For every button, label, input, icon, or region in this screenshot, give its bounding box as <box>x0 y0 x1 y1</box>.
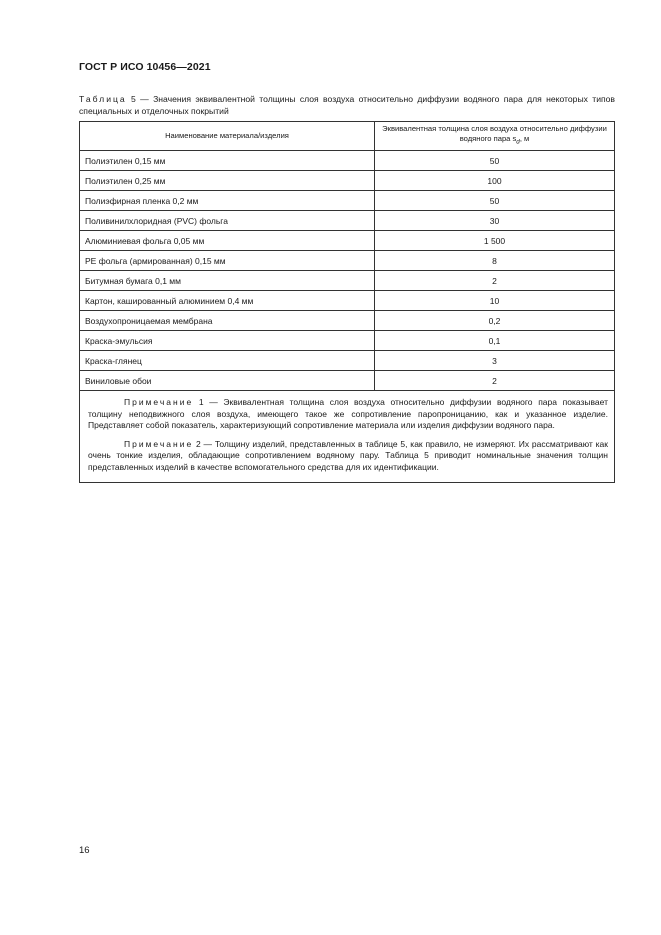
table-row <box>80 231 615 251</box>
material-name-cell: Краска-эмульсия <box>80 331 375 351</box>
table-row <box>80 211 615 231</box>
material-name-cell: Поливинилхлоридная (PVC) фольга <box>80 211 375 231</box>
note-1 <box>88 397 608 432</box>
table-row <box>80 151 615 171</box>
note-1-text: 1 — Эквивалентная толщина слоя воздуха относительно диффузии водяного пара показывает толщину неподвижного слоя воздуха, имеющего такое же сопротивление паропроницанию, как и указанное изделие. Представляет собой показатель, характеризующий сопротивление материала или изделия диффузии водяного пара. <box>88 397 608 431</box>
thickness-value-cell: 0,1 <box>375 331 615 351</box>
column-header-unit: , м <box>519 134 530 144</box>
table-caption-label: Таблица <box>79 94 127 104</box>
thickness-value-cell: 1 500 <box>375 231 615 251</box>
thickness-value-cell: 0,2 <box>375 311 615 331</box>
thickness-value-cell: 50 <box>375 151 615 171</box>
material-name-cell: Виниловые обои <box>80 371 375 391</box>
data-table <box>79 121 615 483</box>
table-caption <box>79 93 615 117</box>
thickness-value-cell: 2 <box>375 271 615 291</box>
material-name-cell: Алюминиевая фольга 0,05 мм <box>80 231 375 251</box>
material-name-cell: Полиэфирная пленка 0,2 мм <box>80 191 375 211</box>
column-header-thickness <box>375 122 615 151</box>
thickness-value-cell: 3 <box>375 351 615 371</box>
material-name-cell: Краска-глянец <box>80 351 375 371</box>
table-row <box>80 251 615 271</box>
table-row <box>80 311 615 331</box>
note-1-label: Примечание <box>124 397 194 407</box>
table-header-row <box>80 122 615 151</box>
thickness-value-cell: 100 <box>375 171 615 191</box>
thickness-value-cell: 50 <box>375 191 615 211</box>
note-2-label: Примечание <box>124 438 194 449</box>
note-2 <box>88 439 608 474</box>
table-row <box>80 331 615 351</box>
material-name-cell: Битумная бумага 0,1 мм <box>80 271 375 291</box>
material-name-cell: Полиэтилен 0,15 мм <box>80 151 375 171</box>
notes-cell <box>80 391 615 483</box>
table-row <box>80 191 615 211</box>
document-header: ГОСТ Р ИСО 10456—2021 <box>79 61 211 73</box>
table-row <box>80 271 615 291</box>
note-2-text: 2 — Толщину изделий, представленных в таблице 5, как правило, не измеряют. Их рассматривают как очень тонкие изделия, обладающие сопротивлением водяному пару. Таблица 5 приводит номинальные значения толщин представленных изделий в качестве вспомогательного средства для их идентификации. <box>88 438 608 472</box>
material-name-cell: Полиэтилен 0,25 мм <box>80 171 375 191</box>
material-name-cell: PE фольга (армированная) 0,15 мм <box>80 251 375 271</box>
table-row <box>80 291 615 311</box>
notes-row <box>80 391 615 483</box>
column-header-name: Наименование материала/изделия <box>80 122 375 151</box>
material-name-cell: Картон, кашированный алюминием 0,4 мм <box>80 291 375 311</box>
thickness-value-cell: 30 <box>375 211 615 231</box>
table-caption-text: 5 — Значения эквивалентной толщины слоя воздуха относительно диффузии водяного пара для некоторых типов специальных и отделочных покрытий <box>79 94 615 116</box>
table-row <box>80 371 615 391</box>
column-header-subscript: d <box>516 138 520 146</box>
thickness-value-cell: 8 <box>375 251 615 271</box>
table-row <box>80 351 615 371</box>
material-name-cell: Воздухопроницаемая мембрана <box>80 311 375 331</box>
table-body <box>80 151 615 391</box>
page-number: 16 <box>79 845 90 856</box>
thickness-value-cell: 2 <box>375 371 615 391</box>
thickness-value-cell: 10 <box>375 291 615 311</box>
table-row <box>80 171 615 191</box>
column-header-thickness-text: Эквивалентная толщина слоя воздуха относительно диффузии водяного пара s <box>382 124 607 144</box>
